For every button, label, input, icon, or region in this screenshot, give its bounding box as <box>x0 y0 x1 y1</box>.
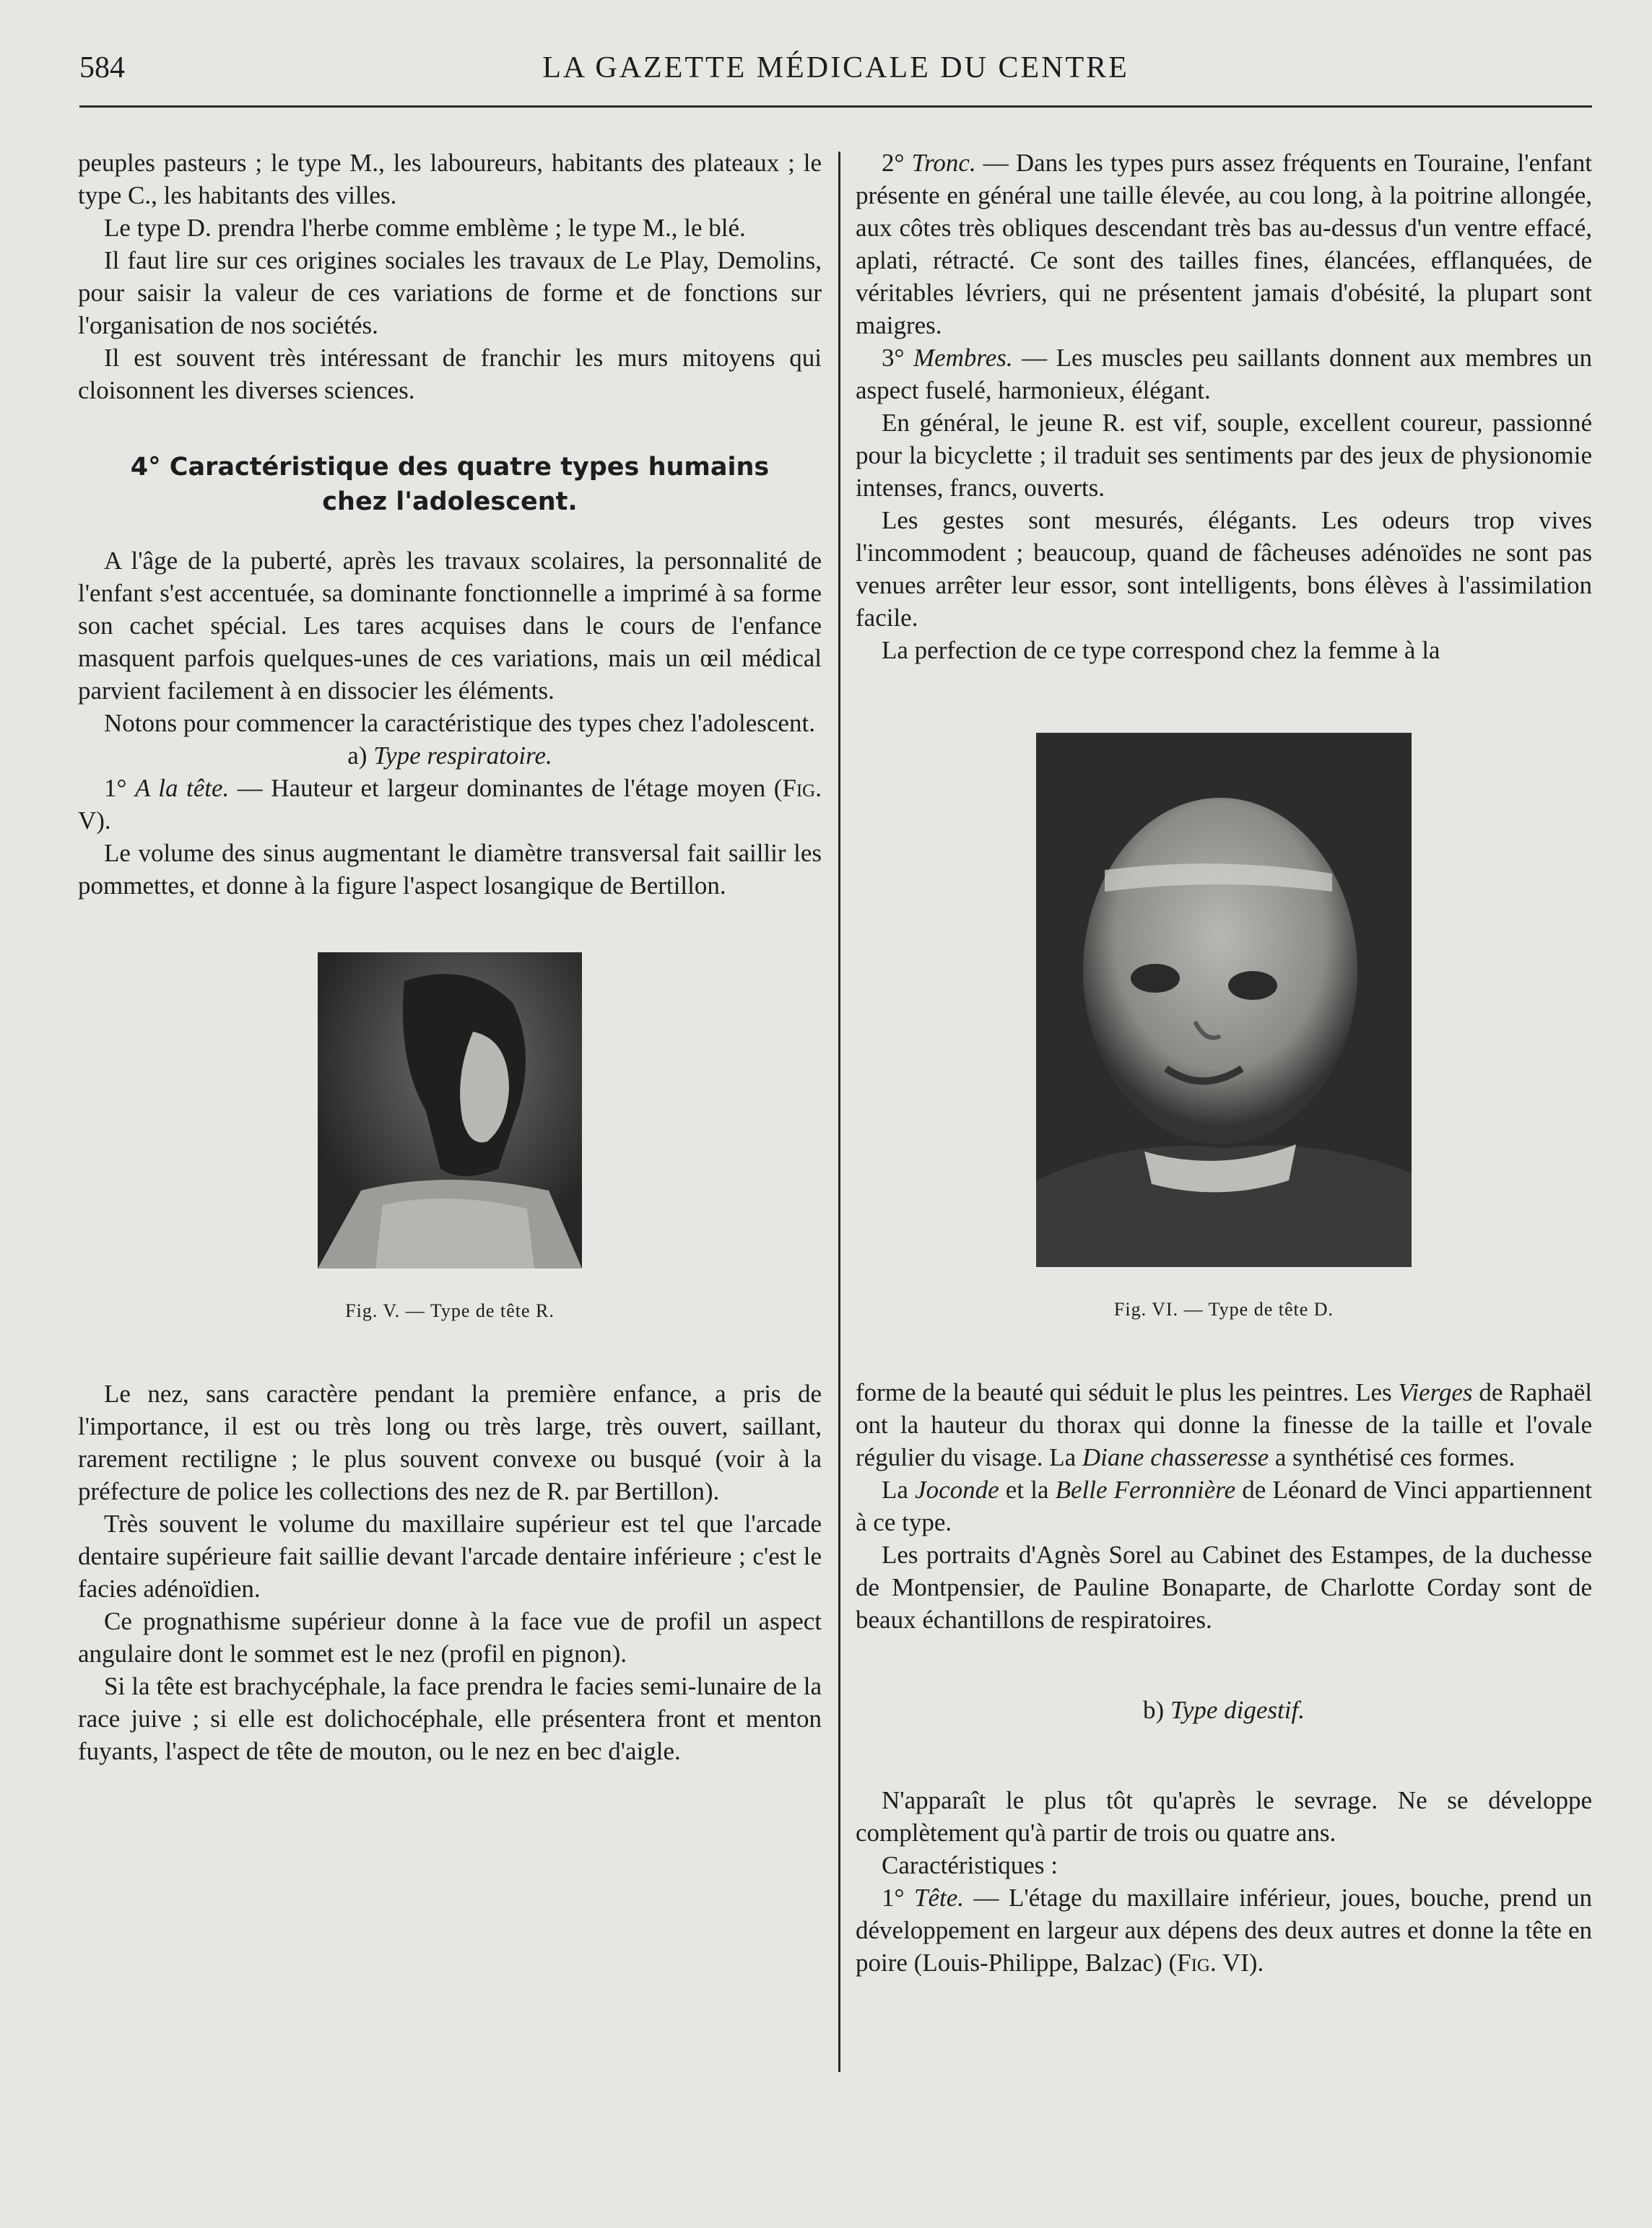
italic-term: Diane chasseresse <box>1082 1443 1269 1471</box>
paragraph-text: La <box>882 1476 916 1504</box>
paragraph: Le nez, sans caractère pendant la première enfance, a pris de l'importance, il est ou très long ou très large, très ouvert, saillant, rarement rectiligne ; le plus souvent convexe ou busqué (voir à la préfecture de police les collections des nez de R. par Bertillon). <box>78 1380 822 1505</box>
section-title-line: chez l'adolescent. <box>322 487 578 516</box>
paragraph: Caractéristiques : <box>882 1851 1058 1879</box>
paragraph-text: a synthétisé ces formes. <box>1269 1443 1516 1471</box>
item-number: 1° <box>882 1884 915 1912</box>
subsection-letter: a) <box>347 741 368 770</box>
paragraph <box>856 1474 1592 1539</box>
paragraph: A l'âge de la puberté, après les travaux scolaires, la personnalité de l'enfant s'est accentuée, sa dominante fonctionnelle a imprimé à sa forme son cachet spécial. Les tares acquises dans le cours de l'enfance masquent parfois quelques-unes de ces variations, mais un œil médical parvient facilement à en dissocier les éléments. <box>78 547 822 705</box>
paragraph <box>856 1376 1592 1474</box>
italic-term: Joconde <box>915 1476 999 1504</box>
subsection-title: Type respiratoire. <box>373 741 552 770</box>
subsection-heading <box>856 1694 1592 1726</box>
subsection-letter: b) <box>1143 1696 1165 1724</box>
item-label: Membres. <box>913 344 1013 372</box>
paragraph: peuples pasteurs ; le type M., les laboureurs, habitants des plateaux ; le type C., les habitants des villes. <box>78 149 822 209</box>
paragraph-text: forme de la beauté qui séduit le plus les peintres. Les <box>856 1378 1399 1406</box>
italic-term: Vierges <box>1398 1378 1473 1406</box>
item-label: Tête. <box>914 1884 965 1912</box>
figure-caption: Fig. V. — Type de tête R. <box>345 1300 555 1321</box>
paragraph-text: — Les muscles peu saillants donnent aux membres un aspect fuselé, harmonieux, élégant. <box>856 344 1592 404</box>
paragraph <box>856 341 1592 406</box>
paragraph: En général, le jeune R. est vif, souple, excellent coureur, passionné pour la bicyclette ; il traduit ses sentiments par des jeux de physionomie intenses, francs, ouverts. <box>856 409 1592 502</box>
paragraph-text: et la <box>999 1476 1056 1504</box>
paragraph: Notons pour commencer la caractéristique des types chez l'adolescent. <box>104 709 815 737</box>
paragraph: N'apparaît le plus tôt qu'après le sevrage. Ne se développe complètement qu'à partir de trois ou quatre ans. <box>856 1786 1592 1847</box>
figure-reference: Fig. V <box>78 774 822 835</box>
paragraph: Si la tête est brachycéphale, la face prendra le facies semi-lunaire de la race juive ; si elle est dolichocéphale, elle présentera front et menton fuyants, l'aspect de tête de mouton, ou le nez en bec d'aigle. <box>78 1672 822 1765</box>
paragraph: Le volume des sinus augmentant le diamètre transversal fait saillir les pommettes, et donne à la figure l'aspect losangique de Bertillon. <box>78 839 822 900</box>
item-number: 2° <box>882 149 912 177</box>
paragraph <box>78 772 822 837</box>
paragraph <box>856 1881 1592 1979</box>
paragraph-text: ). <box>96 806 111 835</box>
italic-term: Belle Ferronnière <box>1055 1476 1236 1504</box>
paragraph: Il est souvent très intéressant de franchir les murs mitoyens qui cloisonnent les diverses sciences. <box>78 344 822 404</box>
paragraph-text: de Léonard de Vinci appartiennent à ce type. <box>856 1476 1592 1536</box>
paragraph: Le type D. prendra l'herbe comme emblème ; le type M., le blé. <box>104 214 746 242</box>
right-column <box>856 147 1592 1979</box>
figure-caption: Fig. VI. — Type de tête D. <box>1113 1299 1334 1320</box>
section-title <box>78 450 822 519</box>
portrait-photo-profile <box>318 952 582 1269</box>
paragraph: Les portraits d'Agnès Sorel au Cabinet des Estampes, de la duchesse de Montpensier, de Pauline Bonaparte, de Charlotte Corday sont de beaux échantillons de respiratoires. <box>856 1541 1592 1634</box>
left-column <box>78 147 822 1767</box>
paragraph-text: — L'étage du maxillaire inférieur, joues, bouche, prend un développement en largeur aux dépens des deux autres et donne la tête en poire (Louis-Philippe, Balzac) ( <box>856 1884 1592 1977</box>
figure-5 <box>78 952 822 1327</box>
section-title-line: 4° Caractéristique des quatre types humains <box>130 453 770 482</box>
item-number: 3° <box>882 344 913 372</box>
paragraph-text: ). <box>1248 1949 1264 1977</box>
portrait-photo-child <box>1036 733 1412 1267</box>
running-title: LA GAZETTE MÉDICALE DU CENTRE <box>542 51 1129 84</box>
paragraph: Très souvent le volume du maxillaire supérieur est tel que l'arcade dentaire supérieure fait saillie devant l'arcade dentaire inférieure ; c'est le facies adénoïdien. <box>78 1510 822 1603</box>
paragraph-text: de Raphaël ont la hauteur du thorax qui donne la finesse de la taille et l'ovale régulier du visage. La <box>856 1378 1592 1471</box>
figure-reference: Fig. VI <box>1177 1949 1249 1977</box>
page-header <box>79 51 1592 101</box>
paragraph: Ce prognathisme supérieur donne à la face vue de profil un aspect angulaire dont le sommet est le nez (profil en pignon). <box>78 1607 822 1668</box>
paragraph: Les gestes sont mesurés, élégants. Les odeurs trop vives l'incommodent ; beaucoup, quand de fâcheuses adénoïdes ne sont pas venues arrêter leur essor, sont intelligents, bons élèves à l'assimilation facile. <box>856 506 1592 632</box>
figure-6 <box>856 733 1592 1326</box>
paragraph-text: — Dans les types purs assez fréquents en Touraine, l'enfant présente en général une taille élevée, au cou long, à la poitrine allongée, aux côtes très obliques descendant très bas au-dessus d'un ventre effacé, aplati, rétracté. Ce sont des tailles fines, élancées, efflanquées, de véritables lévriers, qui ne présentent jamais d'obésité, la plupart sont maigres. <box>856 149 1592 339</box>
paragraph-text: — Hauteur et largeur dominantes de l'étage moyen ( <box>229 774 783 802</box>
page-number: 584 <box>79 51 125 84</box>
item-label: Tronc. <box>911 149 976 177</box>
paragraph: Il faut lire sur ces origines sociales les travaux de Le Play, Demolins, pour saisir la valeur de ces variations de forme et de fonctions sur l'organisation de nos sociétés. <box>78 246 822 339</box>
subsection-title: Type digestif. <box>1170 1696 1305 1724</box>
item-number: 1° <box>104 774 135 802</box>
item-label: A la tête. <box>135 774 230 802</box>
header-rule <box>79 105 1592 108</box>
paragraph: La perfection de ce type correspond chez la femme à la <box>882 636 1440 664</box>
column-divider <box>838 152 840 2072</box>
subsection-heading <box>78 739 822 772</box>
paragraph <box>856 147 1592 341</box>
